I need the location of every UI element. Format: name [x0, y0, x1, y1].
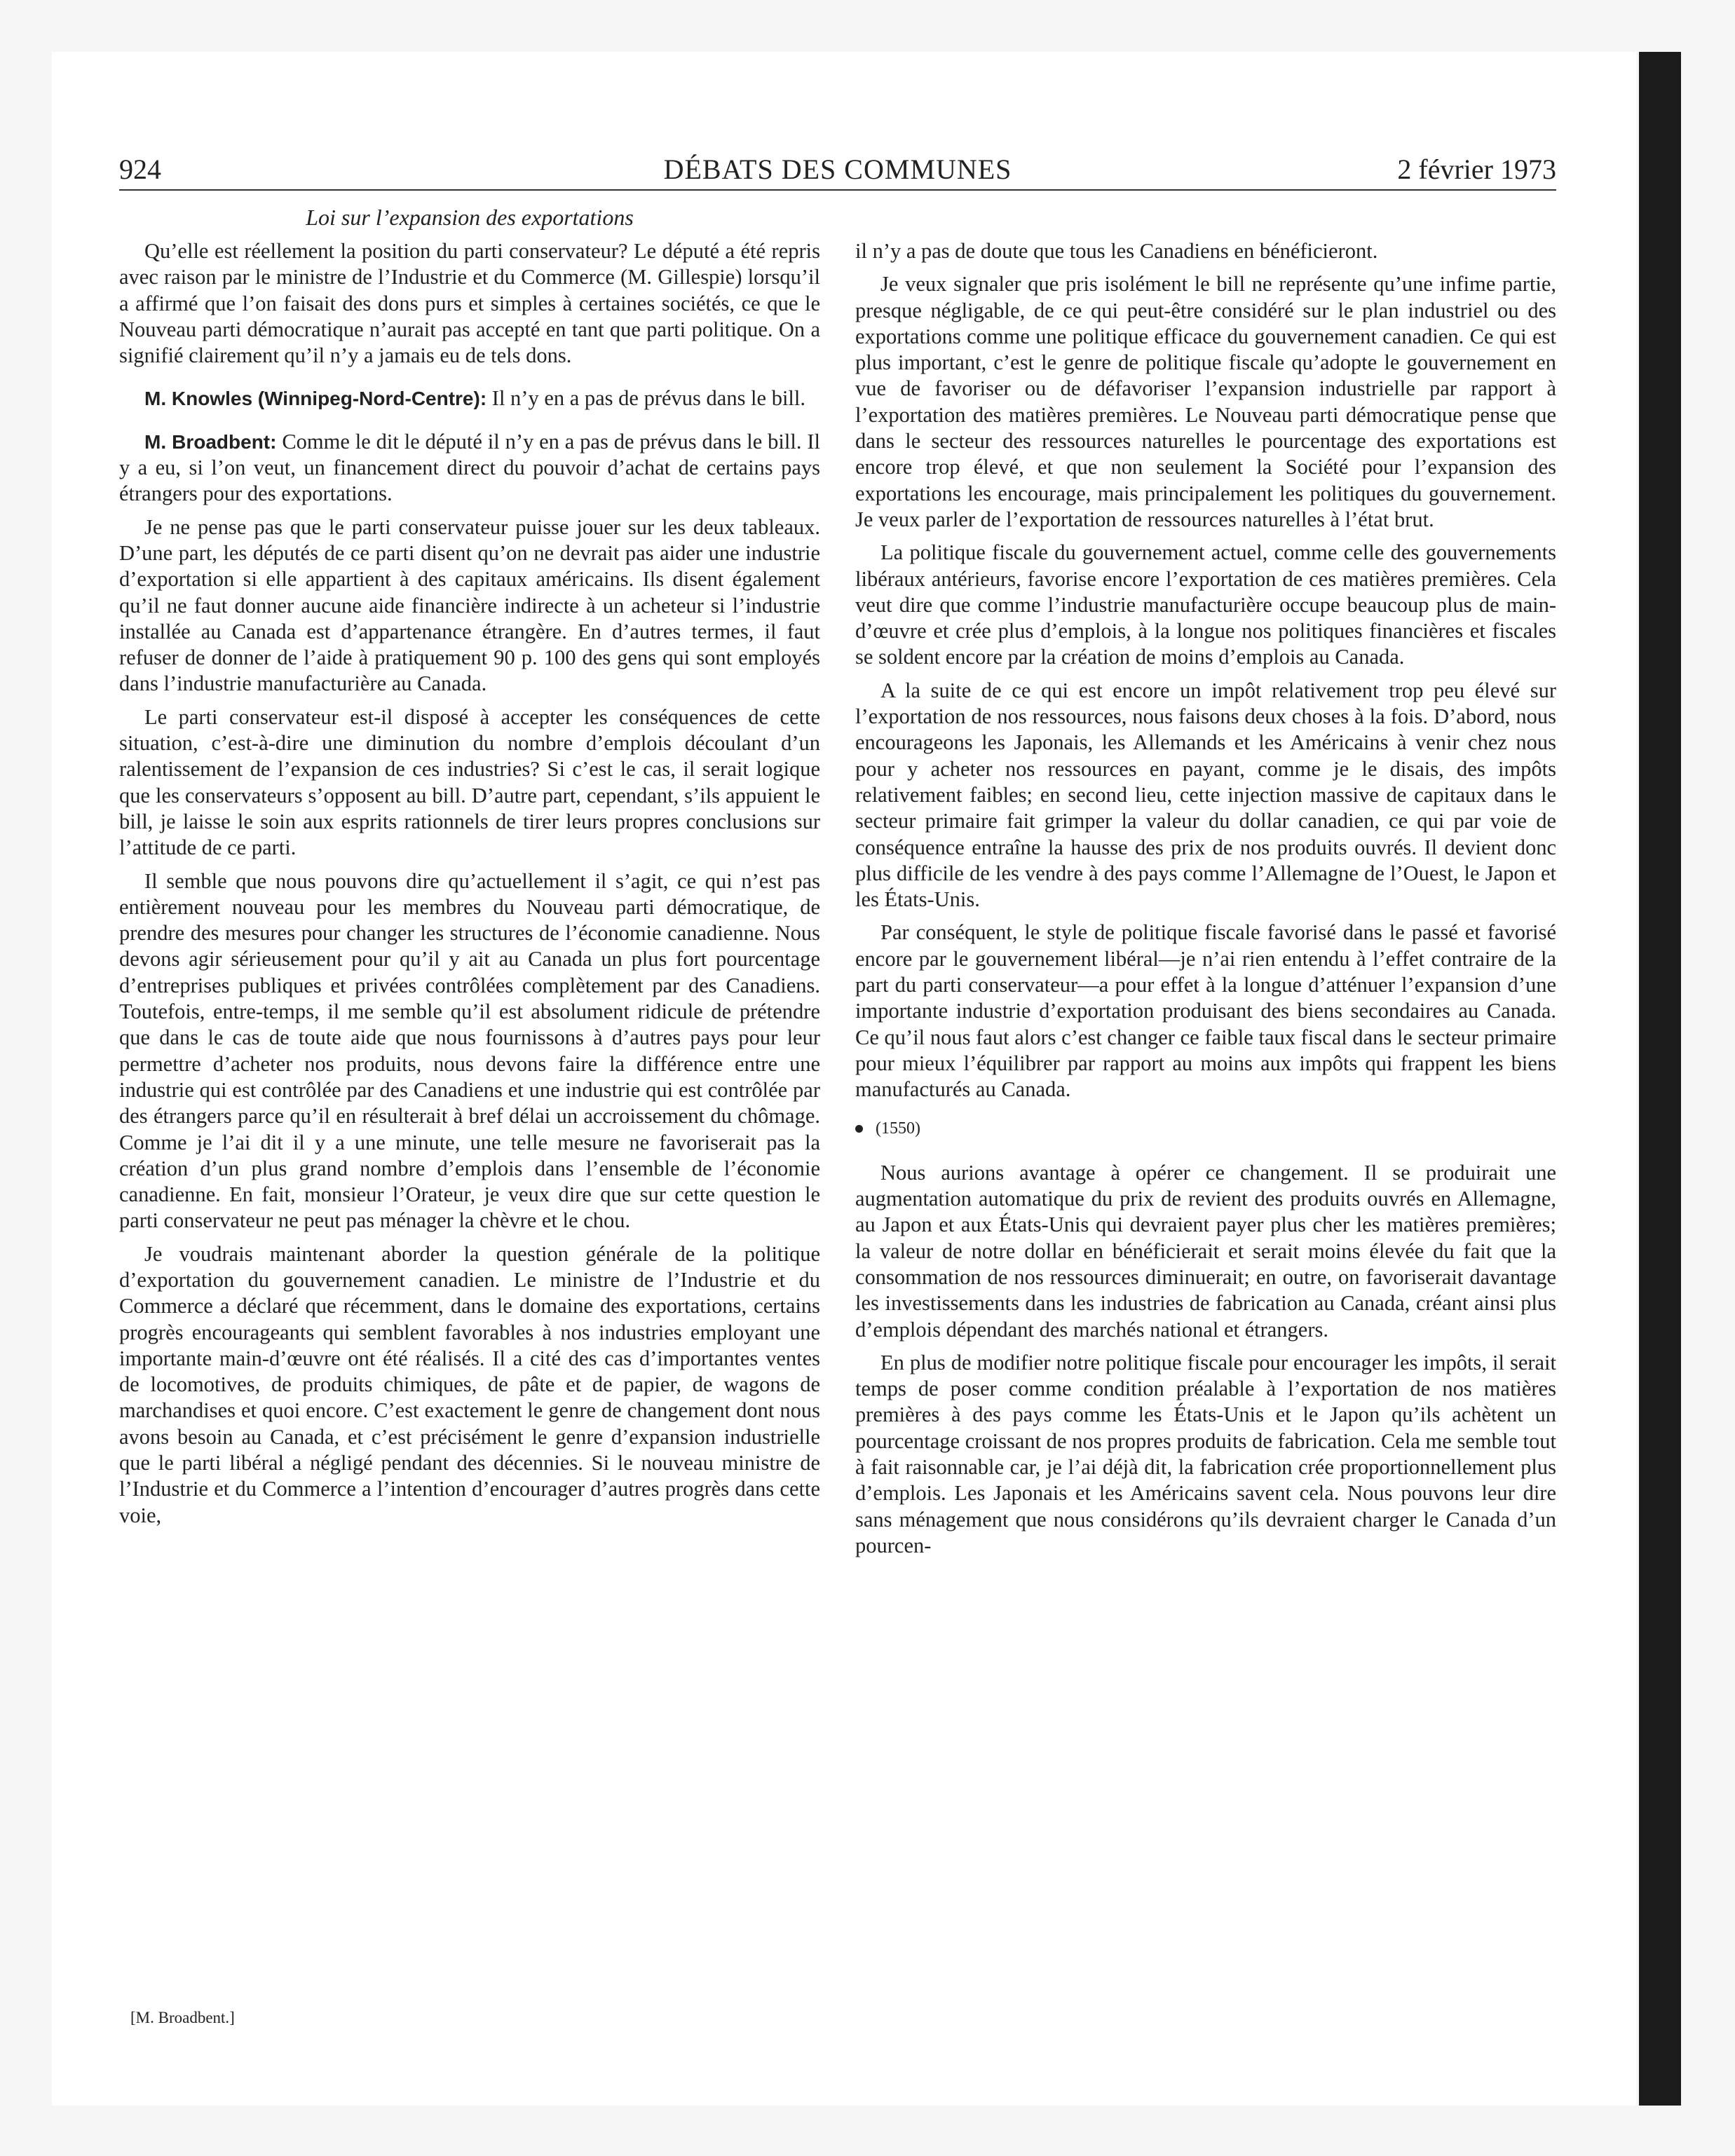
page-date: 2 février 1973	[1397, 153, 1556, 185]
paragraph: Nous aurions avantage à opérer ce changement. Il se produirait une augmentation automatique du prix de revient des produits ouvrés en Allemagne, au Japon et aux États-Unis qui devraient payer plus cher les matières premières; la valeur de notre dollar en bénéficierait et serait moins élevée du fait que la consommation de nos ressources diminuerait; en outre, on favoriserait davantage les investissements dans les industries de fabrication au Canada, créant ainsi plus d’emplois dépendant des marchés national et étrangers.	[855, 1160, 1556, 1342]
timestamp: (1550)	[876, 1119, 920, 1138]
speech-knowles	[119, 386, 820, 411]
paragraph: Par conséquent, le style de politique fiscale favorisé dans le passé et favorisé encore par le gouvernement libéral—je n’ai rien entendu à l’effet contraire de la part du parti conservateur—a pour effet à la longue d’atténuer l’expansion d’une importante industrie d’exportation produisant des biens secondaires au Canada. Ce qu’il nous faut alors c’est changer ce faible taux fiscal dans le secteur primaire pour mieux l’équilibrer par rapport au moins aux impôts qui frappent les biens manufacturés au Canada.	[855, 920, 1556, 1102]
section-subheading: Loi sur l’expansion des exportations	[306, 205, 634, 230]
left-column	[119, 238, 820, 1536]
paragraph: La politique fiscale du gouvernement actuel, comme celle des gouvernements libéraux antérieurs, favorise encore l’exportation de ces matières premières. Cela veut dire que comme l’industrie manufacturière occupe beaucoup plus de main-d’œuvre et crée plus d’emplois, à la longue nos politiques financières et fiscales se soldent encore par la création de moins d’emplois au Canada.	[855, 540, 1556, 669]
speech-broadbent	[119, 429, 820, 507]
publication-title: DÉBATS DES COMMUNES	[663, 153, 1012, 185]
speaker-name: M. Knowles (Winnipeg-Nord-Centre):	[144, 388, 487, 410]
binding-edge	[1639, 52, 1681, 2106]
paragraph: Je veux signaler que pris isolément le bill ne représente qu’une infime partie, presque négligable, de ce qui peut-être considéré sur le plan industriel ou des exportations comme une politique efficace du gouvernement canadien. Ce qui est plus important, c’est le genre de politique fiscale qu’adopte le gouvernement en vue de favoriser ou de défavoriser l’expansion industrielle par rapport à l’exportation des matières premières. Le Nouveau parti démocratique pense que dans le secteur des ressources naturelles le pourcentage des exportations est encore trop élevé, et que non seulement la Société pour l’expansion des exportations les encourage, mais principalement les politiques du gouvernement. Je veux parler de l’exportation de ressources naturelles à l’état brut.	[855, 272, 1556, 531]
paragraph: A la suite de ce qui est encore un impôt relativement trop peu élevé sur l’exportation de nos ressources, nous faisons deux choses à la fois. D’abord, nous encourageons les Japonais, les Allemands et les Américains à venir chez nous pour y acheter nos ressources en payant, comme je le disais, des impôts relativement faibles; en second lieu, cette injection massive de capitaux dans le secteur primaire fait grimper la valeur du dollar canadien, ce qui par voie de conséquence entraîne la hausse des prix de nos produits ouvrés. Il devient donc plus difficile de les vendre à des pays comme l’Allemagne de l’Ouest, le Japon et les États-Unis.	[855, 678, 1556, 912]
paragraph: Je voudrais maintenant aborder la question générale de la politique d’exportation du gouvernement canadien. Le ministre de l’Industrie et du Commerce a déclaré que récemment, dans le domaine des exportations, certains progrès encourageants qui semblent favorables à nos industries employant une importante main-d’œuvre ont été réalisés. Il a cité des cas d’importantes ventes de locomotives, de produits chimiques, de pâte et de papier, de wagons de marchandises et quoi encore. C’est exactement le genre de changement dont nous avons besoin au Canada, et c’est précisément le genre d’expansion industrielle que le parti libéral a négligé pendant des décennies. Si le nouveau ministre de l’Industrie et du Commerce a l’intention d’encourager d’autres progrès dans cette voie,	[119, 1241, 820, 1527]
bullet-icon	[855, 1125, 863, 1133]
paragraph: Il semble que nous pouvons dire qu’actuellement il s’agit, ce qui n’est pas entièrement nouveau pour les membres du Nouveau parti démocratique, de prendre des mesures pour changer les structures de l’économie canadienne. Nous devons agir sérieusement pour qu’il y ait au Canada un plus fort pourcentage d’entreprises publiques et privées contrôlées complètement par des Canadiens. Toutefois, entre-temps, il me semble qu’il est absolument ridicule de prétendre que dans le cas de toute aide que nous fournissons à d’autres pays pour leur permettre d’acheter nos produits, nous devons faire la différence entre une industrie qui est contrôlée par des Canadiens et une industrie qui est contrôlée par des étrangers parce qu’il en résulterait à bref délai un accroissement du chômage. Comme je l’ai dit il y a une minute, une telle mesure ne favoriserait pas la création d’un plus grand nombre d’emplois dans l’ensemble de l’économie canadienne. En fait, monsieur l’Orateur, je veux dire que sur cette question le parti conservateur ne peut pas ménager la chèvre et le chou.	[119, 868, 820, 1233]
speaker-attribution: [M. Broadbent.]	[130, 2009, 235, 2026]
right-column	[855, 238, 1556, 1566]
page-header	[119, 150, 1556, 191]
speaker-name: M. Broadbent:	[144, 430, 277, 453]
speech-text: Comme le dit le député il n’y en a pas de prévus dans le bill. Il y a eu, si l’on veut, un financement direct du pouvoir d’achat de certains pays étrangers pour des exportations.	[119, 429, 820, 506]
paragraph: Je ne pense pas que le parti conservateur puisse jouer sur les deux tableaux. D’une part, les députés de ce parti disent qu’on ne devrait pas aider une industrie d’exportation si elle appartient à des capitaux américains. Ils disent également qu’il ne faut donner aucune aide financière indirecte à un acheteur si l’industrie installée au Canada est d’appartenance étrangère. En d’autres termes, il faut refuser de donner de l’aide à pratiquement 90 p. 100 des gens qui sont employés dans l’industrie manufacturière au Canada.	[119, 514, 820, 696]
paragraph: Qu’elle est réellement la position du parti conservateur? Le député a été repris avec raison par le ministre de l’Industrie et du Commerce (M. Gillespie) lorsqu’il a affirmé que l’on faisait des dons purs et simples à certaines sociétés, ce que le Nouveau parti démocratique n’aurait pas accepté en tant que parti politique. On a signifié clairement qu’il n’y a jamais eu de tels dons.	[119, 239, 820, 368]
paragraph: il n’y a pas de doute que tous les Canadiens en bénéficieront.	[855, 239, 1378, 263]
paragraph: Le parti conservateur est-il disposé à accepter les conséquences de cette situation, c’est-à-dire une diminution du nombre d’emplois découlant d’un ralentissement de l’expansion de ces industries? Si c’est le cas, il serait logique que les conservateurs s’opposent au bill. D’autre part, cependant, s’ils appuient le bill, je laisse le soin aux esprits rationnels de tirer leurs propres conclusions sur l’attitude de ce parti.	[119, 704, 820, 860]
timestamp-marker	[855, 1116, 1556, 1142]
speech-text: Il n’y en a pas de prévus dans le bill.	[487, 386, 805, 411]
paragraph: En plus de modifier notre politique fiscale pour encourager les impôts, il serait temps de poser comme condition préalable à l’exportation de nos matières premières à des pays comme les États-Unis et le Japon qu’ils achètent un pourcentage croissant de nos propres produits de fabrication. Cela me semble tout à fait raisonnable car, je l’ai déjà dit, la fabrication crée proportionnellement plus d’emplois. Les Japonais et les Américains savent cela. Nous pouvons leur dire sans ménagement que nous considérons qu’ils devraient charger le Canada d’un pourcen-	[855, 1350, 1556, 1557]
page-number: 924	[119, 153, 161, 185]
